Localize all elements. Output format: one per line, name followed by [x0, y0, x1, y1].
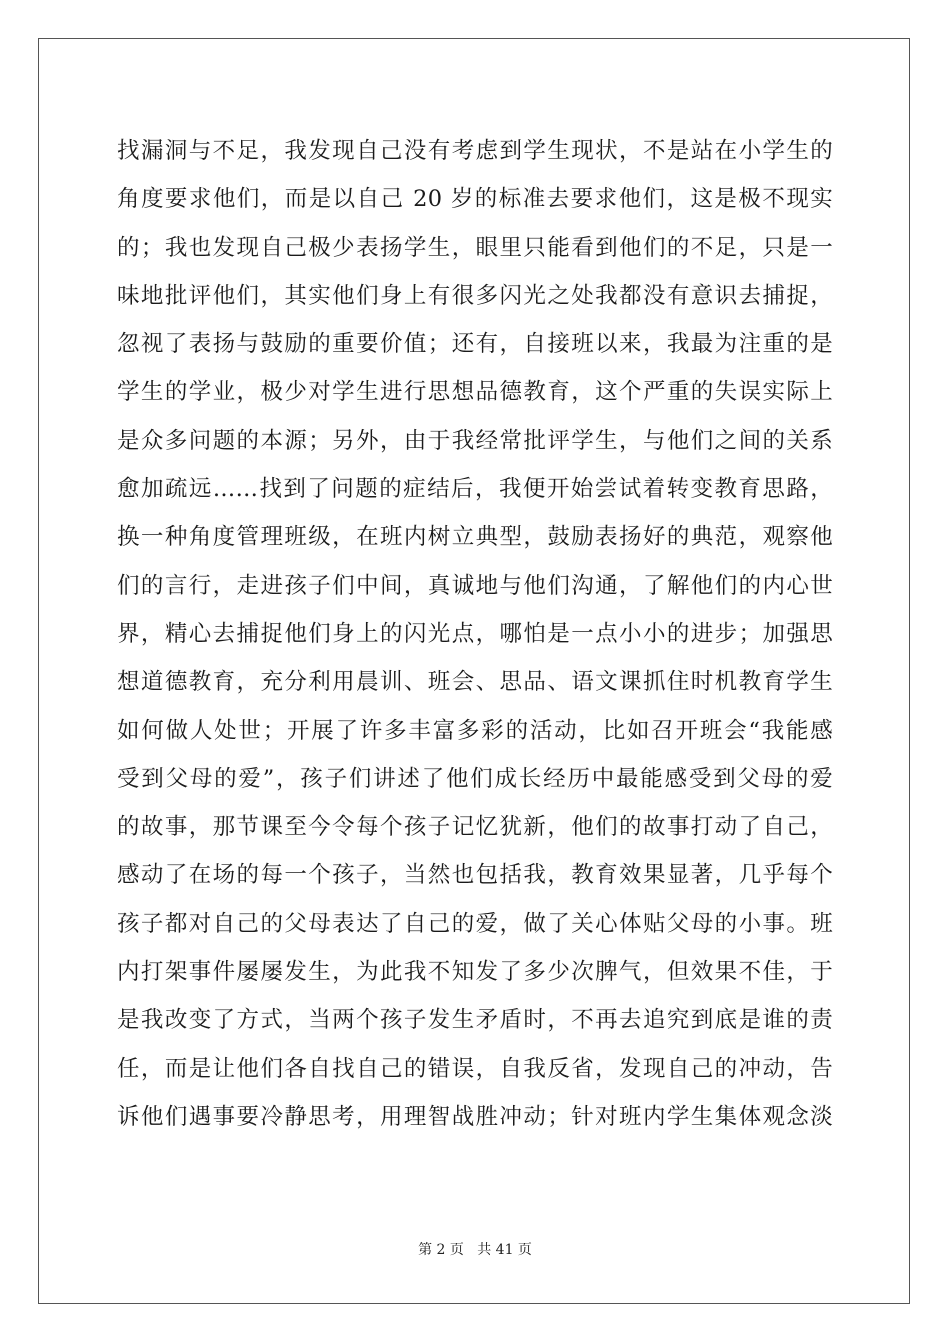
text-line: 如何做人处世；开展了许多丰富多彩的活动，比如召开班会“我能感	[117, 717, 833, 744]
text-line: 换一种角度管理班级，在班内树立典型，鼓励表扬好的典范，观察他	[117, 524, 833, 551]
text-line: 忽视了表扬与鼓励的重要价值；还有，自接班以来，我最为注重的是	[117, 331, 833, 358]
text-line: 学生的学业，极少对学生进行思想品德教育，这个严重的失误实际上	[117, 379, 833, 406]
text-line: 是我改变了方式，当两个孩子发生矛盾时，不再去追究到底是谁的责	[117, 1007, 833, 1034]
text-line: 想道德教育，充分利用晨训、班会、思品、语文课抓住时机教育学生	[117, 669, 833, 696]
text-line: 们的言行，走进孩子们中间，真诚地与他们沟通，了解他们的内心世	[117, 572, 833, 599]
text-line: 诉他们遇事要冷静思考，用理智战胜冲动；针对班内学生集体观念淡	[117, 1103, 833, 1130]
text-line: 孩子都对自己的父母表达了自己的爱，做了关心体贴父母的小事。班	[117, 910, 833, 937]
page-number-footer: 第 2 页 共 41 页	[418, 1242, 532, 1258]
text-line: 内打架事件屡屡发生，为此我不知发了多少次脾气，但效果不佳，于	[117, 959, 833, 986]
text-line: 界，精心去捕捉他们身上的闪光点，哪怕是一点小小的进步；加强思	[117, 620, 833, 647]
text-line: 受到父母的爱”，孩子们讲述了他们成长经历中最能感受到父母的爱	[117, 765, 833, 792]
text-line: 的故事，那节课至今令每个孩子记忆犹新，他们的故事打动了自己，	[117, 814, 833, 841]
text-line: 愈加疏远……找到了问题的症结后，我便开始尝试着转变教育思路，	[117, 476, 833, 503]
text-line: 是众多问题的本源；另外，由于我经常批评学生，与他们之间的关系	[117, 427, 833, 454]
text-line: 任，而是让他们各自找自己的错误，自我反省，发现自己的冲动，告	[117, 1055, 833, 1082]
text-line: 的；我也发现自己极少表扬学生，眼里只能看到他们的不足，只是一	[117, 234, 833, 261]
text-line: 找漏洞与不足，我发现自己没有考虑到学生现状，不是站在小学生的	[117, 138, 833, 164]
text-line: 味地批评他们，其实他们身上有很多闪光之处我都没有意识去捕捉，	[117, 282, 833, 309]
text-line: 感动了在场的每一个孩子，当然也包括我，教育效果显著，几乎每个	[117, 862, 833, 889]
text-line: 角度要求他们，而是以自己 20 岁的标准去要求他们，这是极不现实	[117, 186, 833, 213]
body-text	[117, 127, 833, 1141]
